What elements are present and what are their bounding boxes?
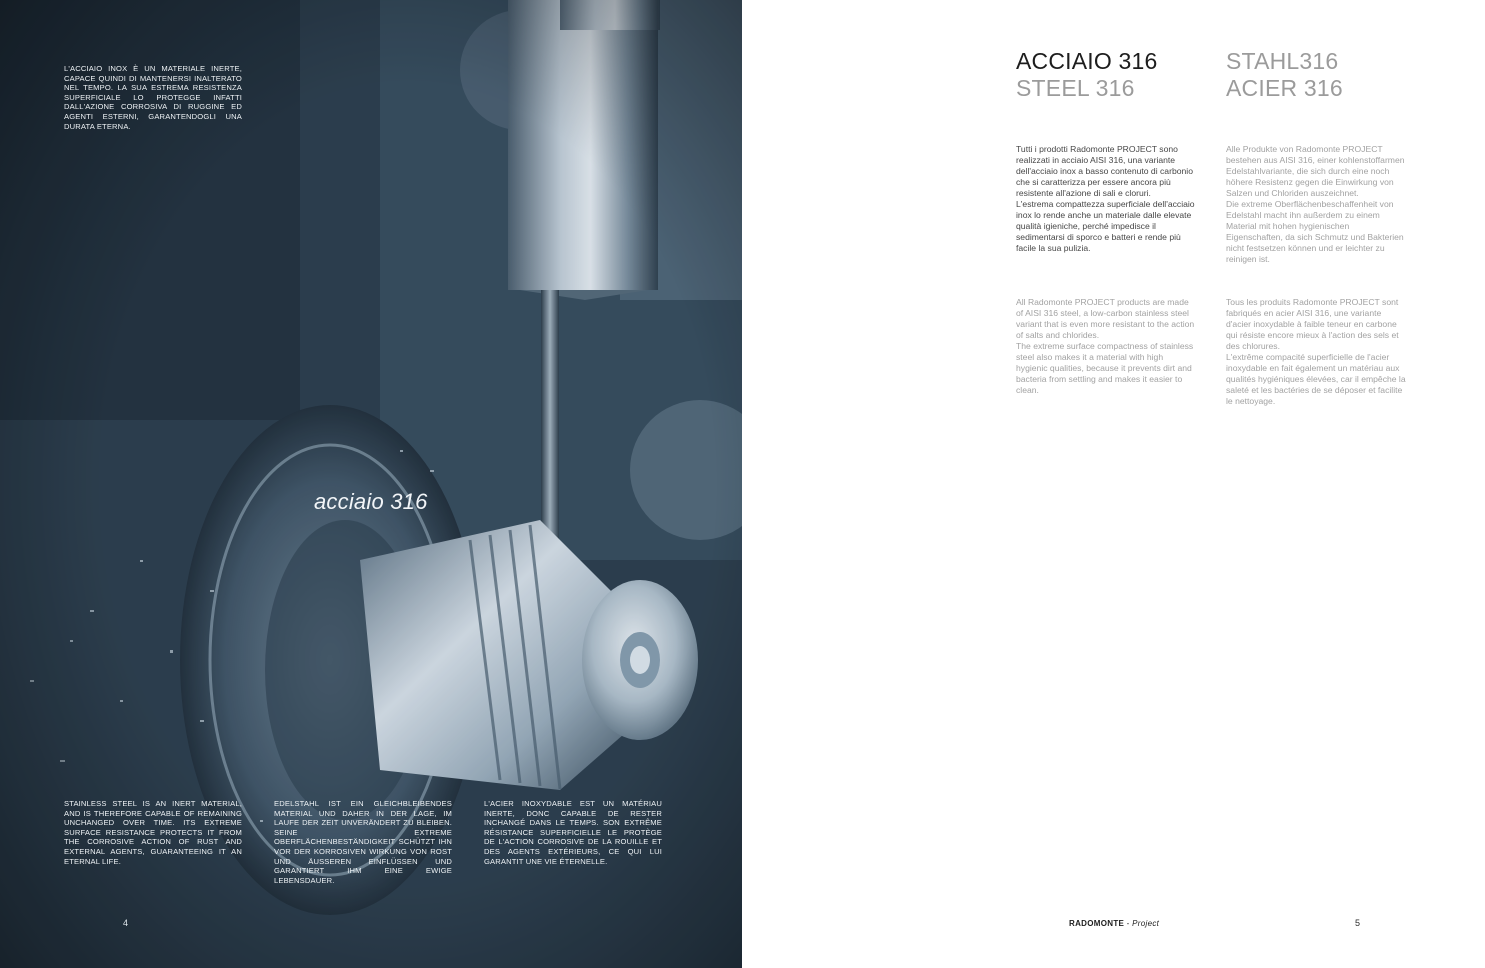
paragraph-de: Alle Produkte von Radomonte PROJECT bestehen aus AISI 316, einer kohlenstoffarmen Edelstahlvariante, die sich durch eine noch höhere Resistenz gegen die Einwirkung von Salzen und Chloriden auszeichnet. Die extreme Oberflächenbeschaffenheit von Edelstahl macht ihn außerdem zu einem Material mit hohen hygienischen Eigenschaften, da sich Schmutz und Bakterien nicht festsetzen können und er leichter zu reinigen ist. bbox=[1226, 144, 1405, 264]
page-number-right: 5 bbox=[1355, 918, 1361, 928]
heading-it: ACCIAIO 316 bbox=[1016, 48, 1158, 74]
photo-page bbox=[0, 0, 742, 968]
bottom-text-block-fr: L'ACIER INOXYDABLE EST UN MATÉRIAU INERTE, DONC CAPABLE DE RESTER INCHANGÉ DANS LE TEMPS. SON EXTRÊME RÉSISTANCE SUPERFICIELLE LE PROTÈGE DE L'ACTION CORROSIVE DE LA ROUILLE ET DES AGENTS EXTÉRIEURS, CE QUI LUI GARANTIT UNE VIE ÉTERNELLE. bbox=[484, 799, 662, 866]
bottom-text-block-en: STAINLESS STEEL IS AN INERT MATERIAL, AND IS THEREFORE CAPABLE OF REMAINING UNCHANGED OVER TIME. ITS EXTREME SURFACE RESISTANCE PROTECTS IT FROM THE CORROSIVE ACTION OF RUST AND EXTERNAL AGENTS, GUARANTEEING IT AN ETERNAL LIFE. bbox=[64, 799, 242, 866]
text-page bbox=[742, 0, 1485, 968]
footer-brand bbox=[1069, 919, 1159, 928]
bottom-text-block-de: EDELSTAHL IST EIN GLEICHBLEIBENDES MATERIAL UND DAHER IN DER LAGE, IM LAUFE DER ZEIT UNVERÄNDERT ZU BLEIBEN. SEINE EXTREME OBERFLÄCHENBESTÄNDIGKEIT SCHÜTZT IHN VOR DER KORROSIVEN WIRKUNG VON ROST UND ÄUSSEREN EINFLÜSSEN UND GARANTIERT IHM EINE EWIGE LEBENSDAUER. bbox=[274, 799, 452, 885]
photo-caption: acciaio 316 bbox=[314, 489, 428, 514]
page-number-left: 4 bbox=[123, 918, 129, 928]
heading-de: STAHL316 bbox=[1226, 48, 1339, 74]
brand-separator: - bbox=[1124, 919, 1133, 928]
heading-en: STEEL 316 bbox=[1016, 75, 1135, 101]
brand-name: RADOMONTE bbox=[1069, 919, 1125, 928]
paragraph-it: Tutti i prodotti Radomonte PROJECT sono realizzati in acciaio AISI 316, una variante dell'acciaio inox a basso contenuto di carbonio che si caratterizza per essere ancora più resistente all'azione di sali e cloruri. L'estrema compattezza superficiale dell'acciaio inox lo rende anche un materiale dalle elevate qualità igieniche, perché impedisce il sedimentarsi di sporco e batteri e rende più facile la sua pulizia. bbox=[1016, 144, 1195, 253]
intro-text-block: L'ACCIAIO INOX È UN MATERIALE INERTE, CAPACE QUINDI DI MANTENERSI INALTERATO NEL TEMPO. LA SUA ESTREMA RESISTENZA SUPERFICIALE LO PROTEGGE INFATTI DALL'AZIONE CORROSIVA DI RUGGINE ED AGENTI ESTERNI, GARANTENDOGLI UNA DURATA ETERNA. bbox=[64, 64, 242, 131]
heading-fr: ACIER 316 bbox=[1226, 75, 1343, 101]
brand-line: Project bbox=[1132, 919, 1160, 928]
paragraph-fr: Tous les produits Radomonte PROJECT sont fabriqués en acier AISI 316, une variante d'acier inoxydable à faible teneur en carbone qui résiste encore mieux à l'action des sels et des chlorures. L'extrême compacité superficielle de l'acier inoxydable en fait également un matériau aux qualités hygiéniques élevées, car il empêche la saleté et les bactéries de se déposer et facilite le nettoyage. bbox=[1226, 297, 1406, 406]
paragraph-en: All Radomonte PROJECT products are made of AISI 316 steel, a low-carbon stainless steel variant that is even more resistant to the action of salts and chlorides. The extreme surface compactness of stainless steel also makes it a material with high hygienic qualities, because it prevents dirt and bacteria from settling and makes it easier to clean. bbox=[1016, 297, 1195, 395]
